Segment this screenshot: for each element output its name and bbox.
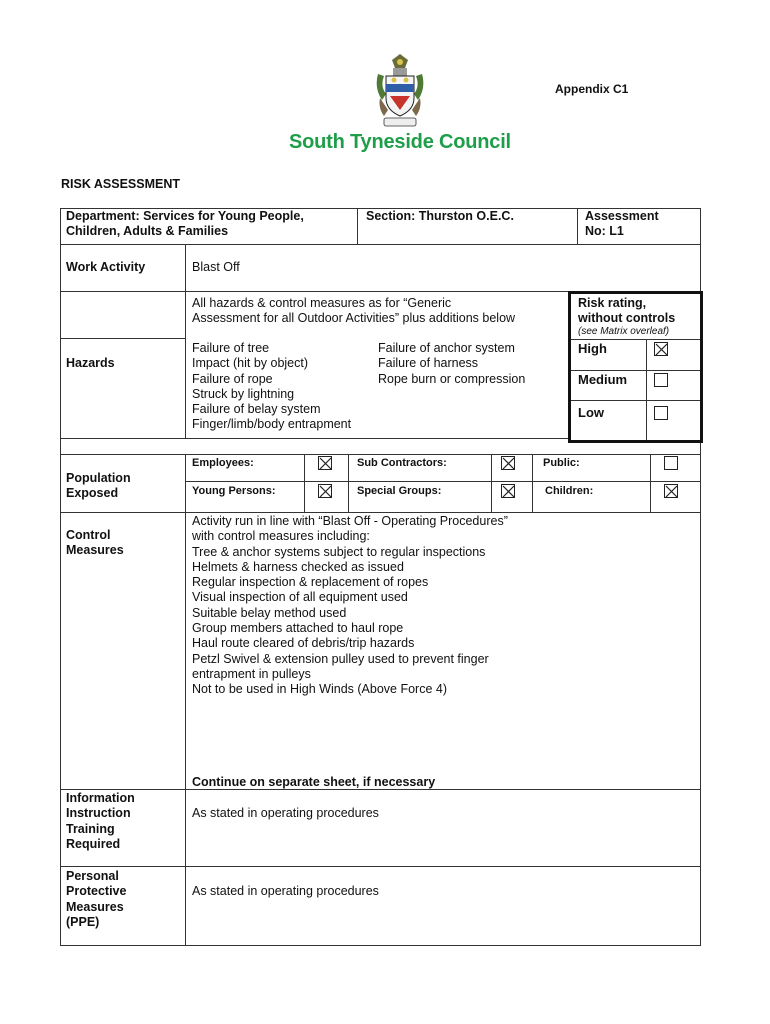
risk-high-label: High	[578, 341, 607, 356]
employees-checkbox[interactable]	[318, 456, 332, 470]
risk-medium-checkbox[interactable]	[654, 373, 668, 387]
information-value: As stated in operating procedures	[192, 806, 379, 820]
young-persons-label: Young Persons:	[192, 485, 276, 497]
special-groups-checkbox[interactable]	[501, 484, 515, 498]
appendix-label: Appendix C1	[555, 82, 629, 96]
population-label: Population Exposed	[66, 471, 131, 501]
risk-low-checkbox[interactable]	[654, 406, 668, 420]
information-label: Information Instruction Training Required	[66, 791, 135, 851]
continue-note: Continue on separate sheet, if necessary	[192, 775, 436, 789]
sub-contractors-checkbox[interactable]	[501, 456, 515, 470]
public-label: Public:	[543, 457, 580, 469]
work-activity-label: Work Activity	[66, 260, 146, 274]
risk-rating-title: Risk rating, without controls	[578, 296, 676, 326]
risk-low-label: Low	[578, 405, 604, 420]
risk-rating-note: (see Matrix overleaf)	[578, 326, 670, 337]
work-activity-value: Blast Off	[192, 260, 240, 274]
hazards-list-col2: Failure of anchor system Failure of harness Rope burn or compression	[378, 341, 526, 386]
control-measures-label: Control Measures	[66, 528, 124, 558]
risk-high-checkbox[interactable]	[654, 342, 668, 356]
ppe-value: As stated in operating procedures	[192, 884, 379, 898]
council-crest	[372, 54, 428, 130]
control-measures-list: Activity run in line with “Blast Off - Operating Procedures” with control measures including: Tree & anchor systems subject to regular inspections Helmets & harness checked as issued Regular inspection & replacement of ropes Visual inspection of all equipment used Suitable belay method used Group members attached to haul rope Haul route cleared of debris/trip hazards Petzl Swivel & extension pulley used to prevent finger entrapment in pulleys Not to be used in High Winds (Above Force 4)	[192, 514, 508, 697]
assessment-number-cell: Assessment No: L1	[585, 209, 659, 239]
council-name: South Tyneside Council	[289, 131, 511, 153]
document-title: RISK ASSESSMENT	[61, 177, 181, 191]
section-cell: Section: Thurston O.E.C.	[366, 209, 514, 223]
young-persons-checkbox[interactable]	[318, 484, 332, 498]
sub-contractors-label: Sub Contractors:	[357, 457, 447, 469]
hazards-label: Hazards	[66, 356, 115, 370]
risk-medium-label: Medium	[578, 372, 628, 387]
hazards-list-col1: Failure of tree Impact (hit by object) Failure of rope Struck by lightning Failure of belay system Finger/limb/body entrapment	[192, 341, 352, 432]
department-cell: Department: Services for Young People, Children, Adults & Families	[66, 209, 304, 239]
public-checkbox[interactable]	[664, 456, 678, 470]
children-checkbox[interactable]	[664, 484, 678, 498]
ppe-label: Personal Protective Measures (PPE)	[66, 869, 127, 929]
special-groups-label: Special Groups:	[357, 485, 442, 497]
hazards-intro: All hazards & control measures as for “Generic Assessment for all Outdoor Activities” plus additions below	[192, 296, 516, 326]
children-label: Children:	[545, 485, 594, 497]
employees-label: Employees:	[192, 457, 254, 469]
